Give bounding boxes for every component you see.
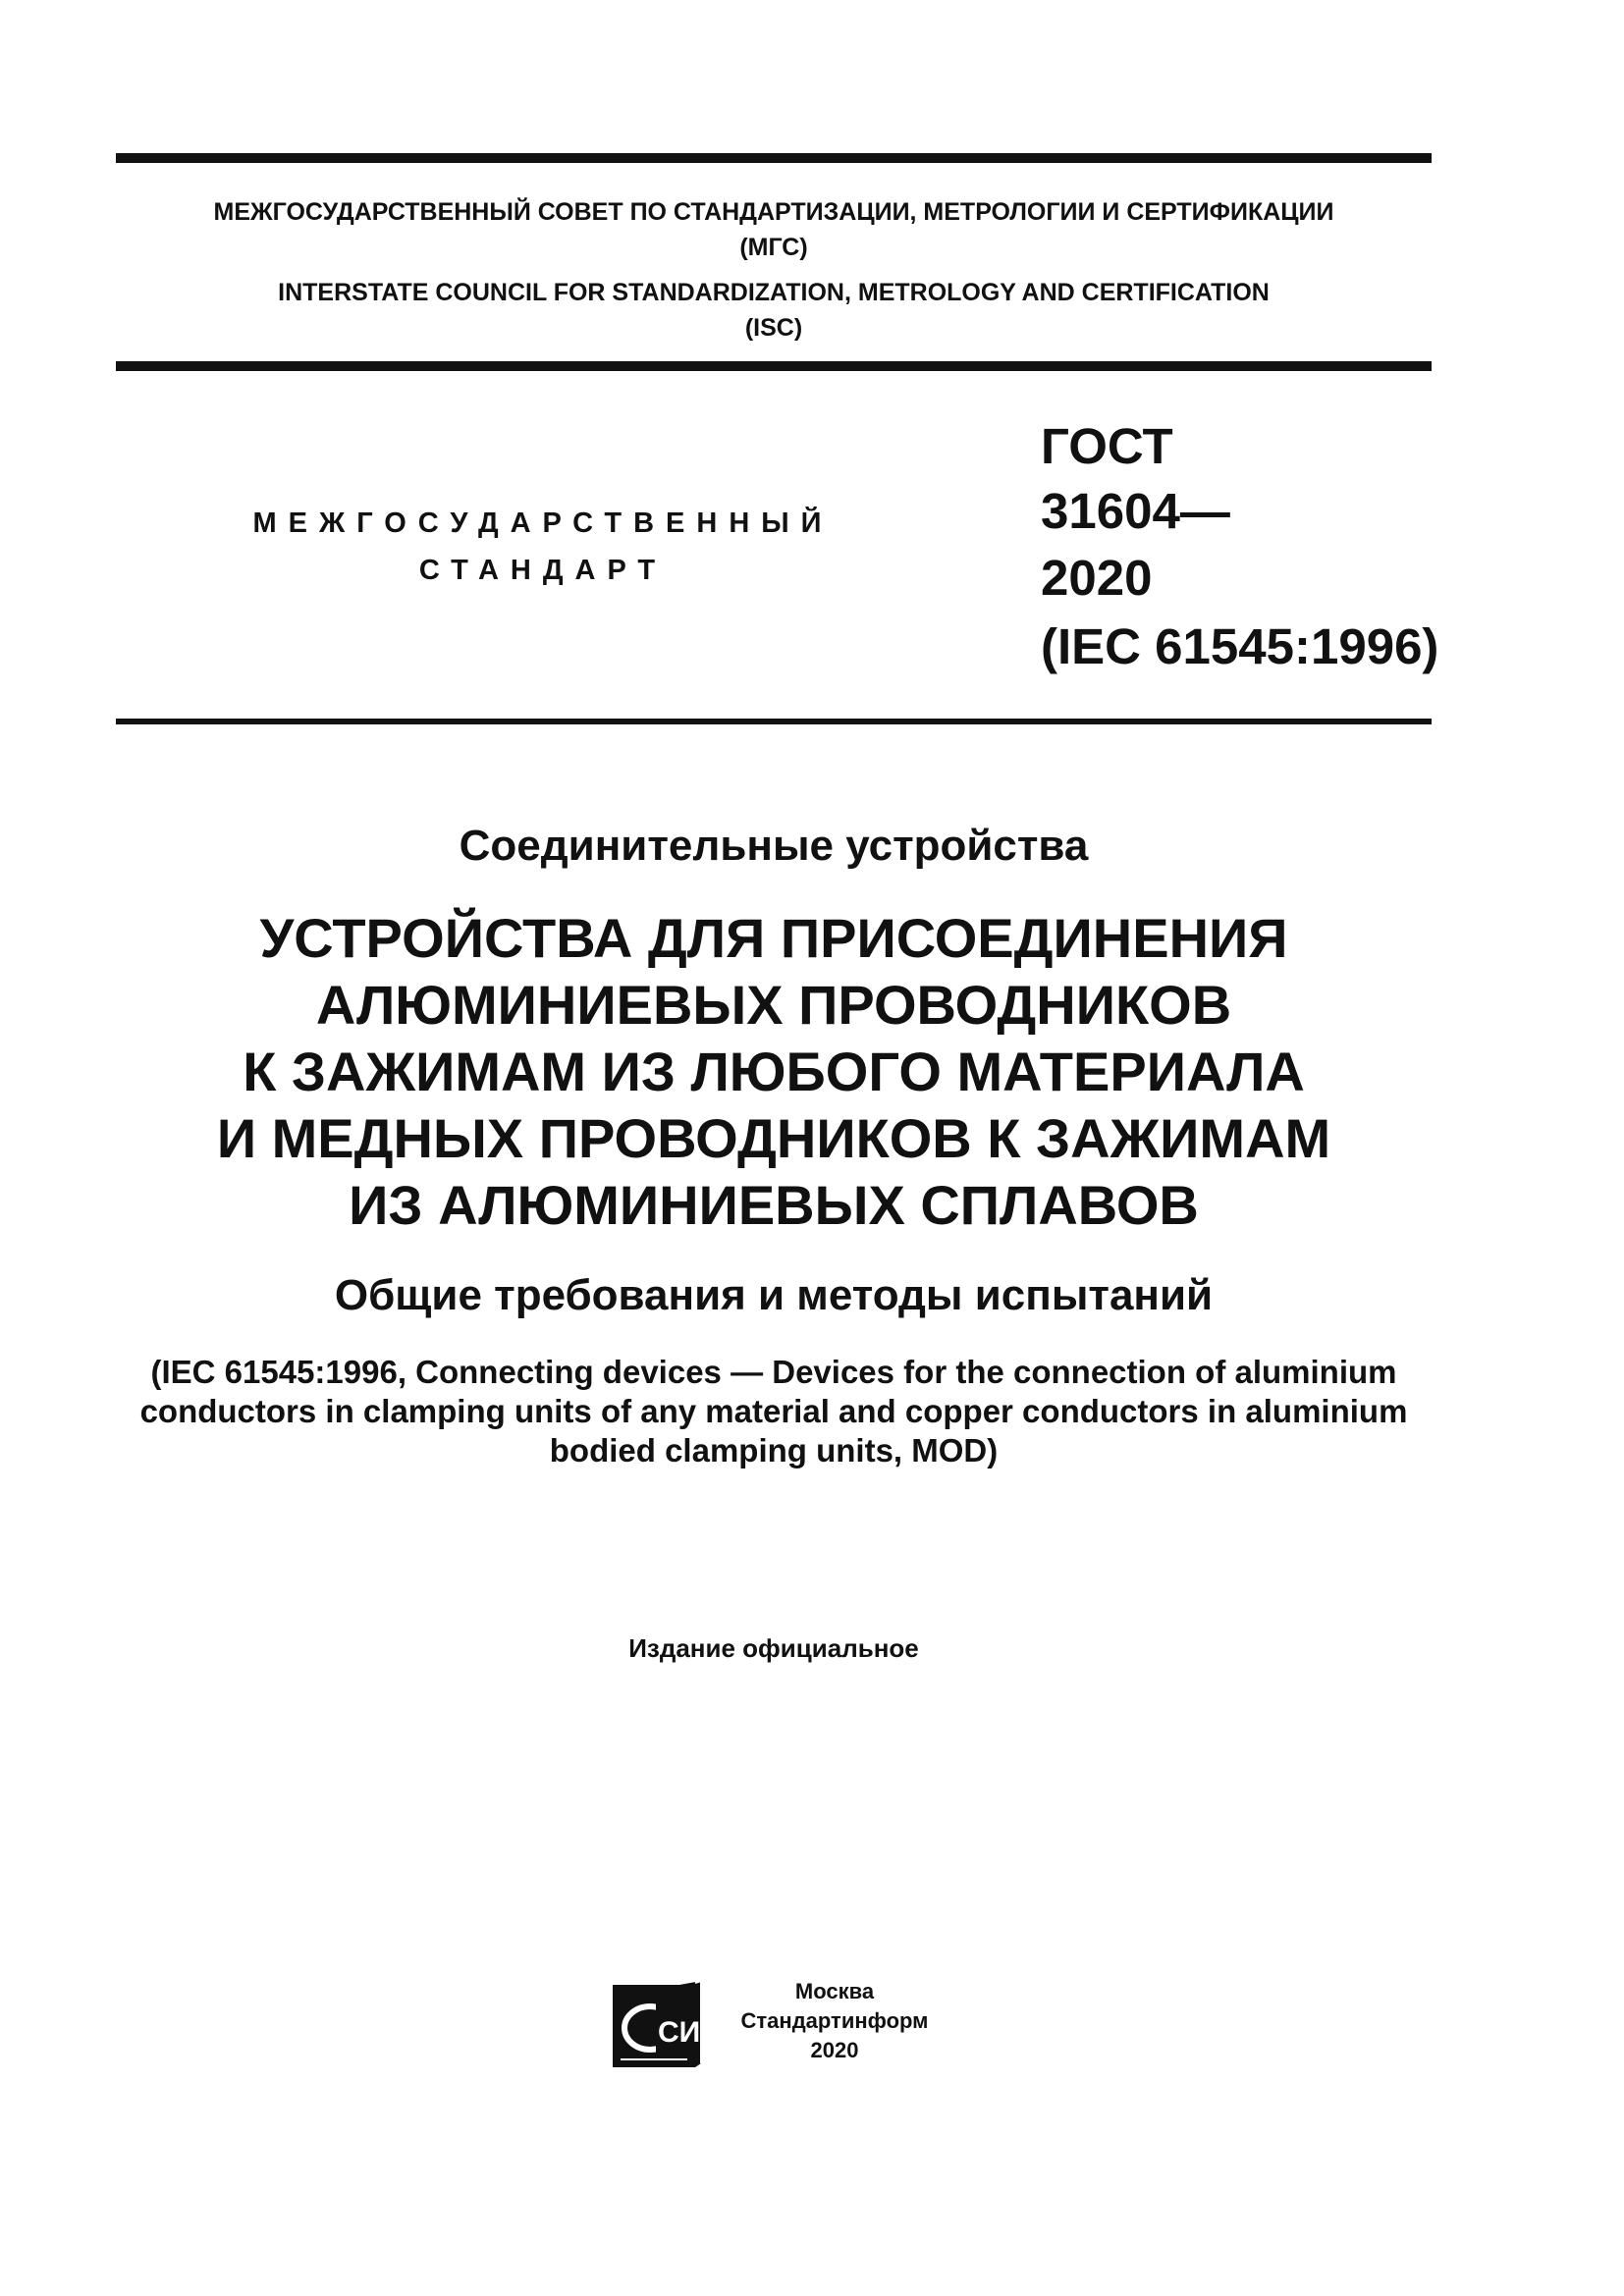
standartinform-logo-icon bbox=[611, 1979, 705, 2073]
document-main-title bbox=[116, 905, 1432, 1239]
standard-kind-line1: МЕЖГОСУДАРСТВЕННЫЙ bbox=[252, 507, 834, 539]
header-bottom-rule bbox=[116, 361, 1432, 371]
iec-reference-line: conductors in clamping units of any material and copper conductors in aluminium bbox=[139, 1393, 1408, 1429]
gost-iec-ref: (IEC 61545:1996) bbox=[1041, 618, 1439, 674]
council-abbr-ru: (МГС) bbox=[739, 234, 808, 261]
iec-reference bbox=[116, 1353, 1432, 1470]
standard-kind-line2: СТАНДАРТ bbox=[418, 555, 668, 586]
council-en: INTERSTATE COUNCIL FOR STANDARDIZATION, METROLOGY AND CERTIFICATION bbox=[278, 279, 1270, 306]
logo-text: СИ bbox=[658, 2016, 701, 2049]
council-ru: МЕЖГОСУДАРСТВЕННЫЙ СОВЕТ ПО СТАНДАРТИЗАЦИИ, МЕТРОЛОГИИ И СЕРТИФИКАЦИИ bbox=[213, 198, 1334, 226]
main-title-line: К ЗАЖИМАМ ИЗ ЛЮБОГО МАТЕРИАЛА bbox=[243, 1041, 1305, 1102]
designation-rule bbox=[116, 719, 1432, 724]
main-title-line: ИЗ АЛЮМИНИЕВЫХ СПЛАВОВ bbox=[349, 1174, 1199, 1236]
main-title-line: И МЕДНЫХ ПРОВОДНИКОВ К ЗАЖИМАМ bbox=[216, 1107, 1331, 1169]
iec-reference-line: (IEC 61545:1996, Connecting devices — Devices for the connection of aluminium bbox=[150, 1354, 1397, 1390]
main-title-line: АЛЮМИНИЕВЫХ ПРОВОДНИКОВ bbox=[315, 974, 1232, 1036]
gost-year: 2020 bbox=[1041, 550, 1153, 606]
publisher-name: Стандартинформ bbox=[740, 2008, 929, 2033]
council-abbr-en: (ISC) bbox=[744, 314, 803, 342]
iec-reference-line: bodied clamping units, MOD) bbox=[549, 1432, 999, 1468]
main-title-line: УСТРОЙСТВА ДЛЯ ПРИСОЕДИНЕНИЯ bbox=[259, 907, 1288, 969]
document-subtitle: Соединительные устройства bbox=[459, 822, 1089, 870]
edition-note: Издание официальное bbox=[628, 1633, 919, 1663]
publisher-city: Москва bbox=[794, 1979, 875, 2003]
publisher-year: 2020 bbox=[810, 2038, 859, 2062]
gost-label: ГОСТ bbox=[1041, 418, 1173, 474]
top-rule bbox=[116, 153, 1432, 163]
gost-number: 31604— bbox=[1041, 483, 1230, 539]
document-subtitle-requirements: Общие требования и методы испытаний bbox=[334, 1271, 1214, 1319]
